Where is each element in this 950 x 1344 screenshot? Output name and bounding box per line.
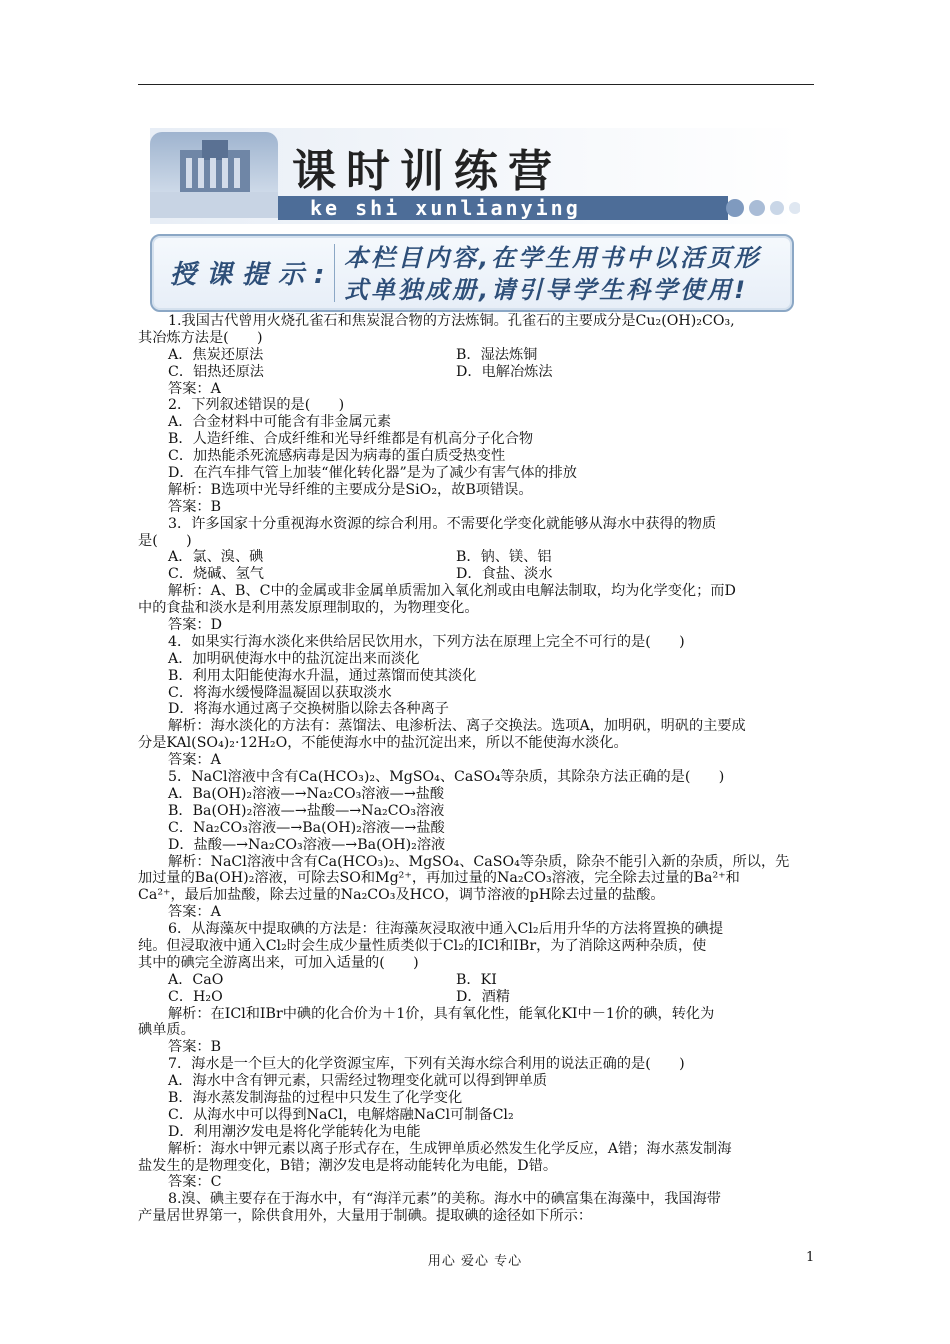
text-line: 3．许多国家十分重视海水资源的综合利用。不需要化学变化就能够从海水中获得的物质 (168, 515, 717, 532)
text-line: 碘单质。 (138, 1022, 195, 1039)
teaching-tip-box (150, 234, 794, 312)
text-line: A．加明矾使海水中的盐沉淀出来而淡化 (168, 650, 420, 667)
text-line: 答案：C (168, 1174, 222, 1191)
text-line: C．加热能杀死流感病毒是因为病毒的蛋白质受热变性 (168, 448, 506, 465)
text-line: 1.我国古代曾用火烧孔雀石和焦炭混合物的方法炼铜。孔雀石的主要成分是Cu₂(OH)₂CO₃, (168, 313, 735, 329)
text-line (138, 364, 818, 381)
text-line: 纯。但浸取液中通入Cl₂时会生成少量性质类似于Cl₂的ICl和IBr，为了消除这两种杂质，使 (138, 937, 707, 954)
text-line: 中的食盐和淡水是利用蒸发原理制取的，为物理变化。 (138, 600, 479, 617)
text-line: D．在汽车排气管上加装“催化转化器”是为了减少有害气体的排放 (168, 465, 577, 482)
text-line: A．合金材料中可能含有非金属元素 (168, 414, 392, 431)
text-line (138, 549, 818, 566)
banner-pinyin: ke shi xunlianying (310, 196, 581, 220)
text-line: 解析：A、B、C中的金属或非金属单质需加入氧化剂或由电解法制取，均为化学变化；而D (168, 583, 736, 600)
text-line: C．Na₂CO₃溶液—→Ba(OH)₂溶液—→盐酸 (168, 819, 445, 836)
text-line: B．海水蒸发制海盐的过程中只发生了化学变化 (168, 1089, 463, 1106)
text-line: D．将海水通过离子交换树脂以除去各种离子 (168, 701, 449, 718)
text-line: 7．海水是一个巨大的化学资源宝库，下列有关海水综合利用的说法正确的是( ) (168, 1056, 685, 1073)
text-line: 是( ) (138, 532, 192, 549)
text-line: 解析：在ICl和IBr中碘的化合价为＋1价，具有氧化性，能氧化KI中－1价的碘，转化为 (168, 1005, 715, 1022)
option-text: D．电解冶炼法 (456, 363, 553, 380)
tip-divider (334, 244, 335, 302)
tip-label: 授课提示: (170, 260, 335, 290)
text-line: A．Ba(OH)₂溶液—→Na₂CO₃溶液—→盐酸 (168, 785, 445, 802)
option-text: C．H₂O (168, 988, 223, 1005)
text-line (138, 347, 818, 364)
text-line: B．Ba(OH)₂溶液—→盐酸—→Na₂CO₃溶液 (168, 802, 445, 819)
text-line: 答案：A (168, 752, 221, 769)
text-line: A．海水中含有钾元素，只需经过物理变化就可以得到钾单质 (168, 1073, 548, 1090)
text-line: D．盐酸—→Na₂CO₃溶液—→Ba(OH)₂溶液 (168, 836, 446, 853)
option-text: C．铝热还原法 (168, 363, 264, 380)
text-line: Ca²⁺，最后加盐酸，除去过量的Na₂CO₃及HCO，调节溶液的pH除去过量的盐酸。 (138, 887, 665, 904)
text-line: 分是KAl(SO₄)₂·12H₂O，不能使海水中的盐沉淀出来，所以不能使海水淡化。 (138, 735, 628, 752)
text-line: 答案：B (168, 498, 221, 515)
tip-text: 本栏目内容,在学生用书中以活页形式单独成册,请引导学生科学使用! (344, 244, 762, 304)
text-line: B．人造纤维、合成纤维和光导纤维都是有机高分子化合物 (168, 431, 534, 448)
option-text: A．焦炭还原法 (168, 346, 264, 363)
text-line: 解析：海水淡化的方法有：蒸馏法、电渗析法、离子交换法。选项A，加明矾，明矾的主要成 (168, 718, 746, 735)
option-text: C．烧碱、氢气 (168, 566, 264, 583)
text-line (138, 972, 818, 989)
text-line (138, 566, 818, 583)
text-line: 其中的碘完全游离出来，可加入适量的( ) (138, 954, 419, 971)
text-line: 解析：海水中钾元素以离子形式存在，生成钾单质必然发生化学反应，A错；海水蒸发制海 (168, 1140, 732, 1157)
text-line: 产量居世界第一，除供食用外，大量用于制碘。提取碘的途径如下所示： (138, 1208, 593, 1225)
text-line: 答案：A (168, 904, 221, 921)
text-line: 2．下列叙述错误的是( ) (168, 397, 345, 414)
text-line: 解析：NaCl溶液中含有Ca(HCO₃)₂、MgSO₄、CaSO₄等杂质，除杂不能引入新的杂质，所以，先 (168, 853, 790, 870)
text-line: B．利用太阳能使海水升温，通过蒸馏而使其淡化 (168, 667, 477, 684)
text-line: 盐发生的是物理变化，B错；潮汐发电是将动能转化为电能，D错。 (138, 1157, 558, 1174)
text-line: 其冶炼方法是( ) (138, 329, 263, 346)
text-line: 答案：B (168, 1039, 221, 1056)
header-rule (138, 84, 814, 85)
option-text: A．CaO (168, 971, 224, 988)
option-text: B．KI (456, 971, 497, 988)
option-text: D．食盐、淡水 (456, 566, 553, 583)
footer-motto: 用心 爱心 专心 (427, 1254, 523, 1269)
text-line: 5．NaCl溶液中含有Ca(HCO₃)₂、MgSO₄、CaSO₄等杂质，其除杂方法正确的是( ) (168, 769, 725, 786)
option-text: B．钠、镁、铝 (456, 549, 552, 566)
section-banner (150, 128, 800, 224)
exercise-content (138, 313, 818, 1225)
text-line: 解析：B选项中光导纤维的主要成分是SiO₂，故B项错误。 (168, 481, 533, 498)
text-line: 6．从海藻灰中提取碘的方法是：往海藻灰浸取液中通入Cl₂后用升华的方法将置换的碘提 (168, 921, 724, 938)
banner-title: 课时训练营 (292, 146, 562, 197)
text-line: 答案：D (168, 617, 222, 634)
option-text: D．酒精 (456, 988, 510, 1005)
text-line: 8.溴、碘主要存在于海水中，有“海洋元素”的美称。海水中的碘富集在海藻中，我国海带 (168, 1191, 721, 1208)
text-line (138, 989, 818, 1006)
text-line: 答案：A (168, 380, 221, 397)
option-text: B．湿法炼铜 (456, 346, 538, 363)
text-line: 加过量的Ba(OH)₂溶液，可除去SO和Mg²⁺，再加过量的Na₂CO₃溶液，完全除去过量的Ba²⁺和 (138, 870, 740, 887)
text-line: C．从海水中可以得到NaCl，电解熔融NaCl可制备Cl₂ (168, 1106, 514, 1123)
page-number: 1 (806, 1250, 815, 1265)
text-line: C．将海水缓慢降温凝固以获取淡水 (168, 684, 392, 701)
banner-graphic (150, 128, 800, 224)
text-line: 4．如果实行海水淡化来供给居民饮用水，下列方法在原理上完全不可行的是( ) (168, 633, 685, 650)
text-line: D．利用潮汐发电是将化学能转化为电能 (168, 1123, 421, 1140)
option-text: A．氯、溴、碘 (168, 549, 264, 566)
